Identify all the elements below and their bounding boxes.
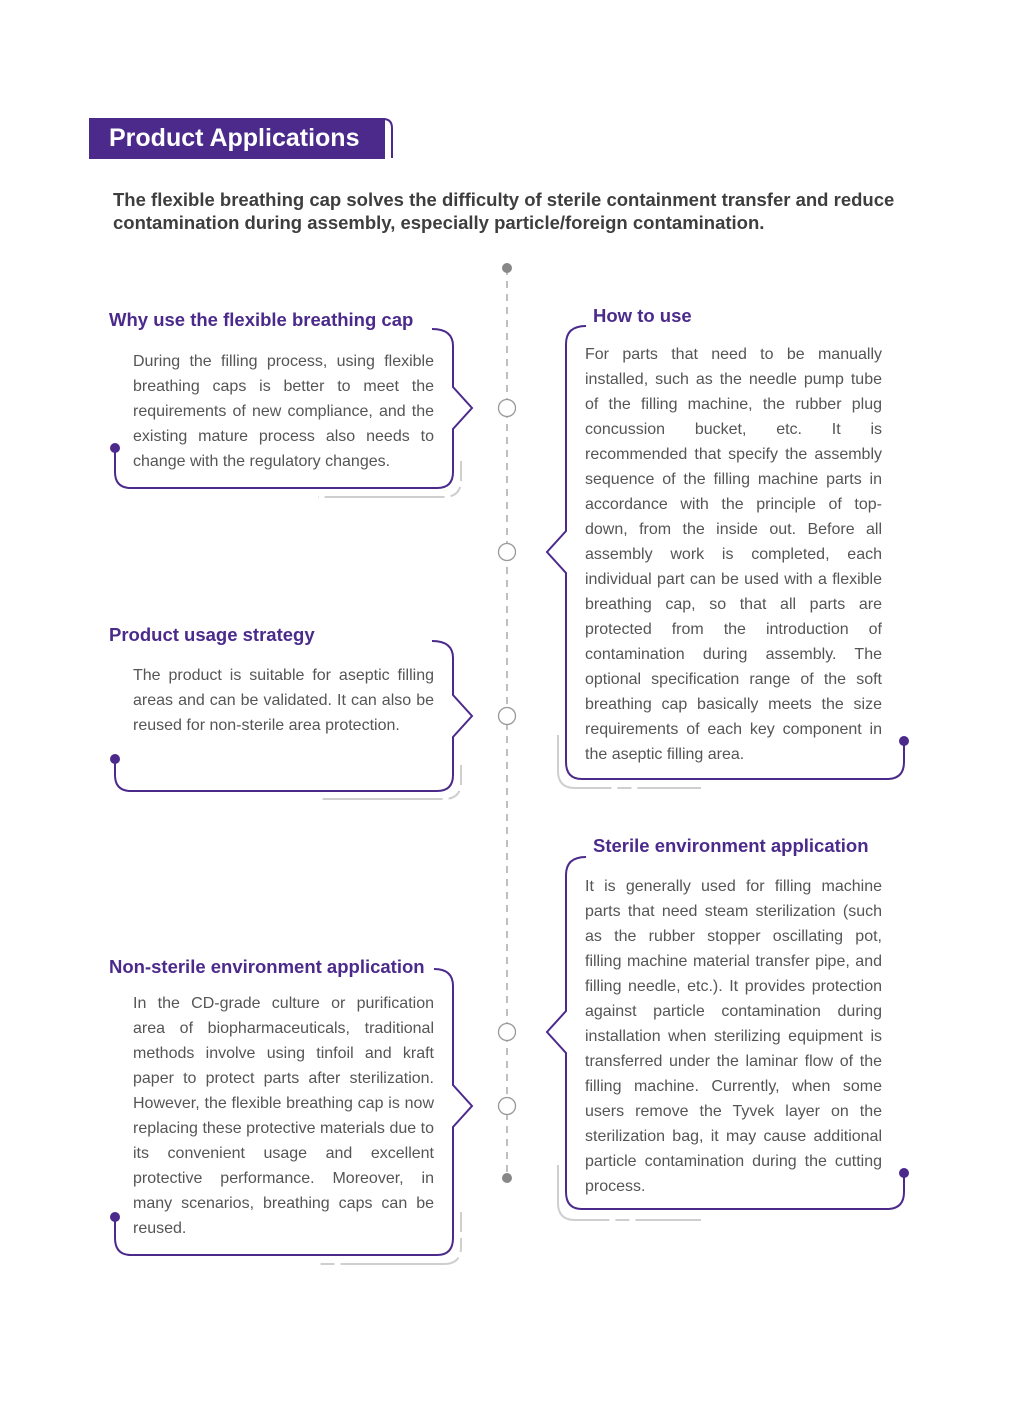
timeline-node (499, 544, 516, 561)
frame-dot (110, 754, 120, 764)
section-body-nonsterile: In the CD-grade culture or purification area of biopharmaceuticals, traditional methods involve using tinfoil and kraft paper to protect parts after sterilization. However, the flexible breathing cap is now replacing these protective materials due to its convenient usage and excellent protective performance. Moreover, in many scenarios, breathing caps can be reused. (133, 995, 434, 1237)
section-title-how: How to use (593, 305, 692, 326)
frame-dot (110, 443, 120, 453)
section-body-how: For parts that need to be manually installed, such as the needle pump tube of the filling machine, the rubber plug concussion bucket, etc. It is recommended that specify the assembly sequence of the filling machine parts in accordance with the principle of top-down, from the inside out. Before all assembly work is completed, each individual part can be used with a flexible breathing cap, so that all parts are protected from the introduction of contamination during assembly. The optional specification range of the soft breathing cap basically meets the size requirements of each key component in the aseptic filling area. (585, 346, 882, 763)
section-body-sterile: It is generally used for filling machine parts that need steam sterilization (such as the rubber stopper oscillating pot, filling machine material transfer pipe, and filling needle, etc.). It provides protection against particle contamination during installation when sterilizing equipment is transferred under the laminar flow of the filling machine. Currently, when some users remove the Tyvek layer on the sterilization bag, it may cause additional particle contamination during the cutting process. (585, 878, 882, 1195)
frame-dot (899, 736, 909, 746)
section-title-sterile: Sterile environment application (593, 835, 869, 856)
timeline-start-dot (502, 263, 512, 273)
section-body-strategy: The product is suitable for aseptic filling areas and can be validated. It can also be reused for non-sterile area protection. (133, 667, 434, 734)
section-title-why: Why use the flexible breathing cap (109, 309, 414, 330)
timeline-end-dot (502, 1173, 512, 1183)
section-title-strategy: Product usage strategy (109, 624, 315, 645)
timeline-node (499, 400, 516, 417)
section-title-nonsterile: Non-sterile environment application (109, 956, 425, 977)
intro-text: The flexible breathing cap solves the difficulty of sterile containment transfer and reduce contamination during assembly, especially particle/foreign contamination. (113, 189, 895, 233)
page-title: Product Applications (89, 118, 385, 159)
timeline-node (499, 1024, 516, 1041)
section-body-why: During the filling process, using flexible breathing caps is better to meet the requirements of new compliance, and the existing mature process also needs to change with the regulatory changes. (133, 353, 434, 470)
timeline-node (499, 1098, 516, 1115)
timeline-node (499, 708, 516, 725)
frame-dot (899, 1168, 909, 1178)
frame-dot (110, 1212, 120, 1222)
